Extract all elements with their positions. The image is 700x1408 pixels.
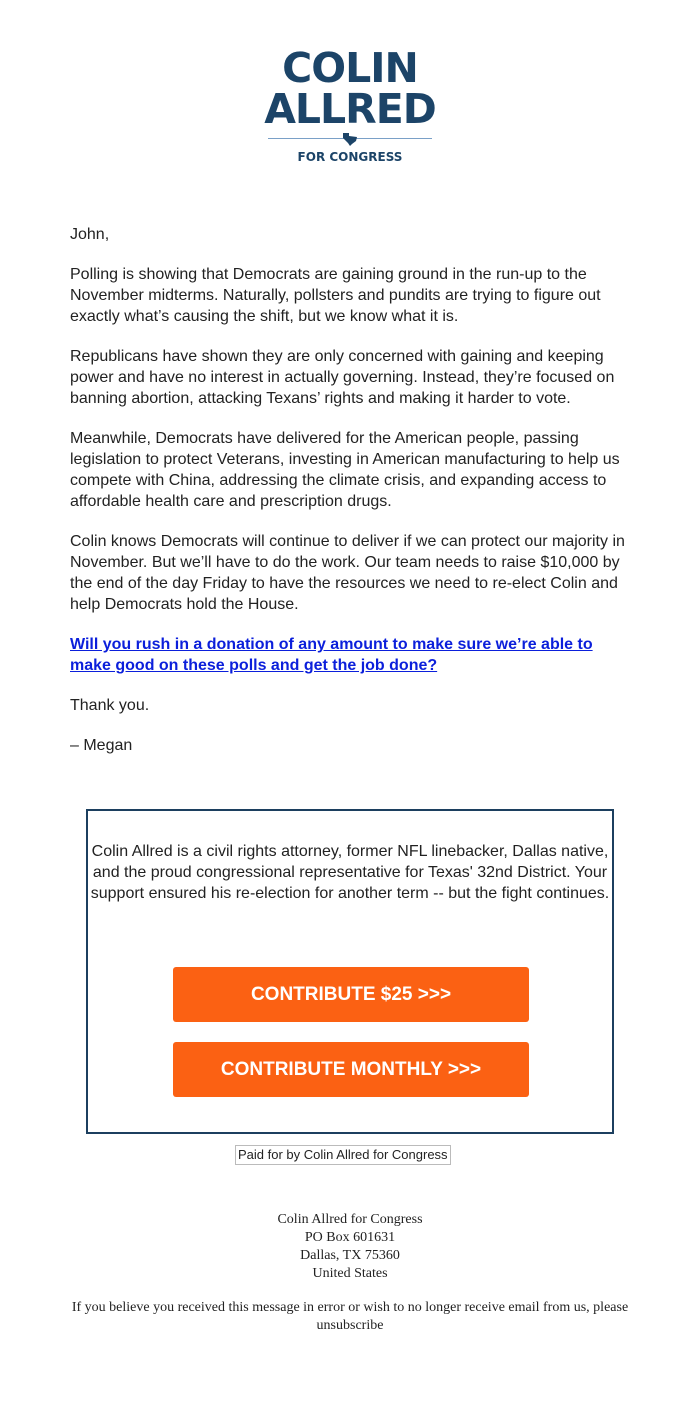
mailing-address [0, 1211, 700, 1283]
paid-for-disclaimer: Paid for by Colin Allred for Congress [235, 1145, 451, 1165]
campaign-logo [0, 44, 700, 164]
body-paragraph-democrats: Meanwhile, Democrats have delivered for the American people, passing legislation to protect Veterans, investing in American manufacturing to help us compete with China, addressing the climate crisis, and expanding access to affordable health care and prescription drugs. [70, 430, 620, 510]
logo-first-name: COLIN [282, 44, 418, 92]
signature: – Megan [70, 737, 133, 754]
logo-divider [268, 132, 432, 146]
address-country: United States [312, 1266, 388, 1281]
donate-link-paragraph [70, 634, 630, 676]
logo-last-name: ALLRED [264, 85, 436, 133]
contribute-25-button[interactable]: CONTRIBUTE $25 >>> [173, 967, 529, 1022]
body-paragraph-republicans: Republicans have shown they are only concerned with gaining and keeping power and have no interest in actually governing. Instead, they’re focused on banning abortion, attacking Texans’ rights and making it harder to vote. [70, 348, 615, 407]
donate-link[interactable]: Will you rush in a donation of any amount to make sure we’re able to make good on these polls and get the job done? [70, 636, 593, 674]
donation-box [86, 809, 614, 1134]
candidate-bio: Colin Allred is a civil rights attorney, former NFL linebacker, Dallas native, and the proud congressional representative for Texas' 32nd District. Your support ensured his re-election for another term -- but the fight continues. [90, 843, 610, 902]
contribute-monthly-button[interactable]: CONTRIBUTE MONTHLY >>> [173, 1042, 529, 1097]
unsubscribe-notice[interactable]: If you believe you received this message in error or wish to no longer receive email from us, please unsubscribe [71, 1300, 629, 1333]
email-body [70, 224, 630, 775]
body-paragraph-fundraising-goal: Colin knows Democrats will continue to deliver if we can protect our majority in November. But we’ll have to do the work. Our team needs to raise $10,000 by the end of the day Friday to have the resources we need to re-elect Colin and help Democrats hold the House. [70, 533, 625, 613]
texas-star-icon [340, 132, 360, 146]
greeting: John, [70, 226, 110, 243]
address-po-box: PO Box 601631 [304, 1230, 396, 1245]
address-city-state: Dallas, TX 75360 [300, 1248, 400, 1263]
address-org-name: Colin Allred for Congress [277, 1212, 423, 1227]
closing: Thank you. [70, 697, 150, 714]
body-paragraph-polling: Polling is showing that Democrats are gaining ground in the run-up to the November midterms. Naturally, pollsters and pundits are trying to figure out exactly what’s causing the shift, but we know what it is. [70, 266, 601, 325]
logo-tagline: FOR CONGRESS [297, 150, 403, 164]
